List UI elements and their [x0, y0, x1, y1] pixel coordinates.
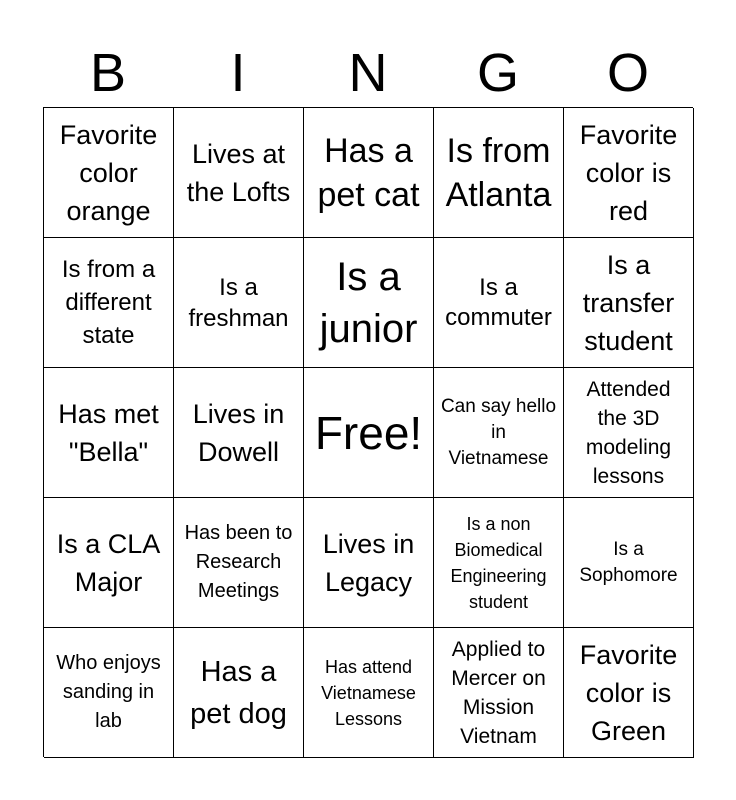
cell-text: Favorite color orange: [59, 119, 158, 226]
cell-text: Is a CLA Major: [56, 528, 161, 597]
bingo-cell-r4c5[interactable]: [564, 498, 694, 628]
cell-text: Applied to Mercer on Mission Vietnam: [451, 637, 546, 748]
bingo-cell-r3c2[interactable]: [174, 368, 304, 498]
free-space-text: Free!: [314, 406, 423, 459]
header-letter-g: G: [476, 43, 519, 103]
bingo-cell-r4c1[interactable]: [44, 498, 174, 628]
bingo-cell-r2c2[interactable]: [174, 238, 304, 368]
cell-text: Is a freshman: [188, 273, 289, 332]
cell-text: Favorite color is Green: [579, 639, 678, 746]
bingo-cell-r1c3[interactable]: [304, 108, 434, 238]
bingo-cell-r2c4[interactable]: [434, 238, 564, 368]
bingo-cell-r2c3[interactable]: [304, 238, 434, 368]
bingo-cell-r4c4[interactable]: [434, 498, 564, 628]
cell-text: Is a transfer student: [582, 249, 675, 356]
cell-text: Is from a different state: [61, 256, 156, 349]
cell-text: Lives at the Lofts: [186, 138, 291, 207]
cell-text: Is a non Biomedical Engineering student: [450, 513, 547, 612]
header-letter-b: B: [89, 43, 127, 103]
bingo-cell-r1c4[interactable]: [434, 108, 564, 238]
cell-text: Has a pet cat: [317, 131, 420, 214]
cell-text: Has met "Bella": [58, 398, 159, 467]
header-letter-i: I: [230, 43, 246, 103]
cell-text: Lives in Legacy: [322, 528, 415, 597]
bingo-cell-r2c1[interactable]: [44, 238, 174, 368]
cell-text: Is a commuter: [445, 273, 552, 331]
header-letter-n: N: [348, 43, 388, 103]
cell-text: Lives in Dowell: [192, 398, 285, 467]
bingo-cell-r2c5[interactable]: [564, 238, 694, 368]
bingo-cell-r3c4[interactable]: [434, 368, 564, 498]
bingo-grid: [43, 107, 693, 757]
bingo-cell-r5c2[interactable]: [174, 628, 304, 758]
cell-text: Favorite color is red: [579, 119, 678, 226]
cell-text: Has attend Vietnamese Lessons: [321, 656, 416, 729]
bingo-cell-r5c5[interactable]: [564, 628, 694, 758]
cell-text: Can say hello in Vietnamese: [440, 395, 557, 469]
bingo-cell-r1c1[interactable]: [44, 108, 174, 238]
bingo-cell-r3c1[interactable]: [44, 368, 174, 498]
bingo-header: [43, 38, 693, 108]
bingo-cell-r4c3[interactable]: [304, 498, 434, 628]
bingo-cell-r4c2[interactable]: [174, 498, 304, 628]
bingo-cell-r1c2[interactable]: [174, 108, 304, 238]
header-letter-o: O: [606, 43, 649, 103]
bingo-cell-r5c4[interactable]: [434, 628, 564, 758]
bingo-cell-r5c1[interactable]: [44, 628, 174, 758]
bingo-cell-r3c5[interactable]: [564, 368, 694, 498]
cell-text: Attended the 3D modeling lessons: [585, 377, 672, 488]
bingo-cell-r1c5[interactable]: [564, 108, 694, 238]
bingo-cell-r5c3[interactable]: [304, 628, 434, 758]
cell-text: Has a pet dog: [190, 655, 287, 730]
cell-text: Is a Sophomore: [579, 538, 678, 586]
free-space[interactable]: [304, 368, 434, 498]
cell-text: Is a junior: [319, 254, 418, 351]
cell-text: Is from Atlanta: [445, 131, 552, 214]
cell-text: Who enjoys sanding in lab: [56, 652, 161, 732]
cell-text: Has been to Research Meetings: [184, 522, 293, 602]
